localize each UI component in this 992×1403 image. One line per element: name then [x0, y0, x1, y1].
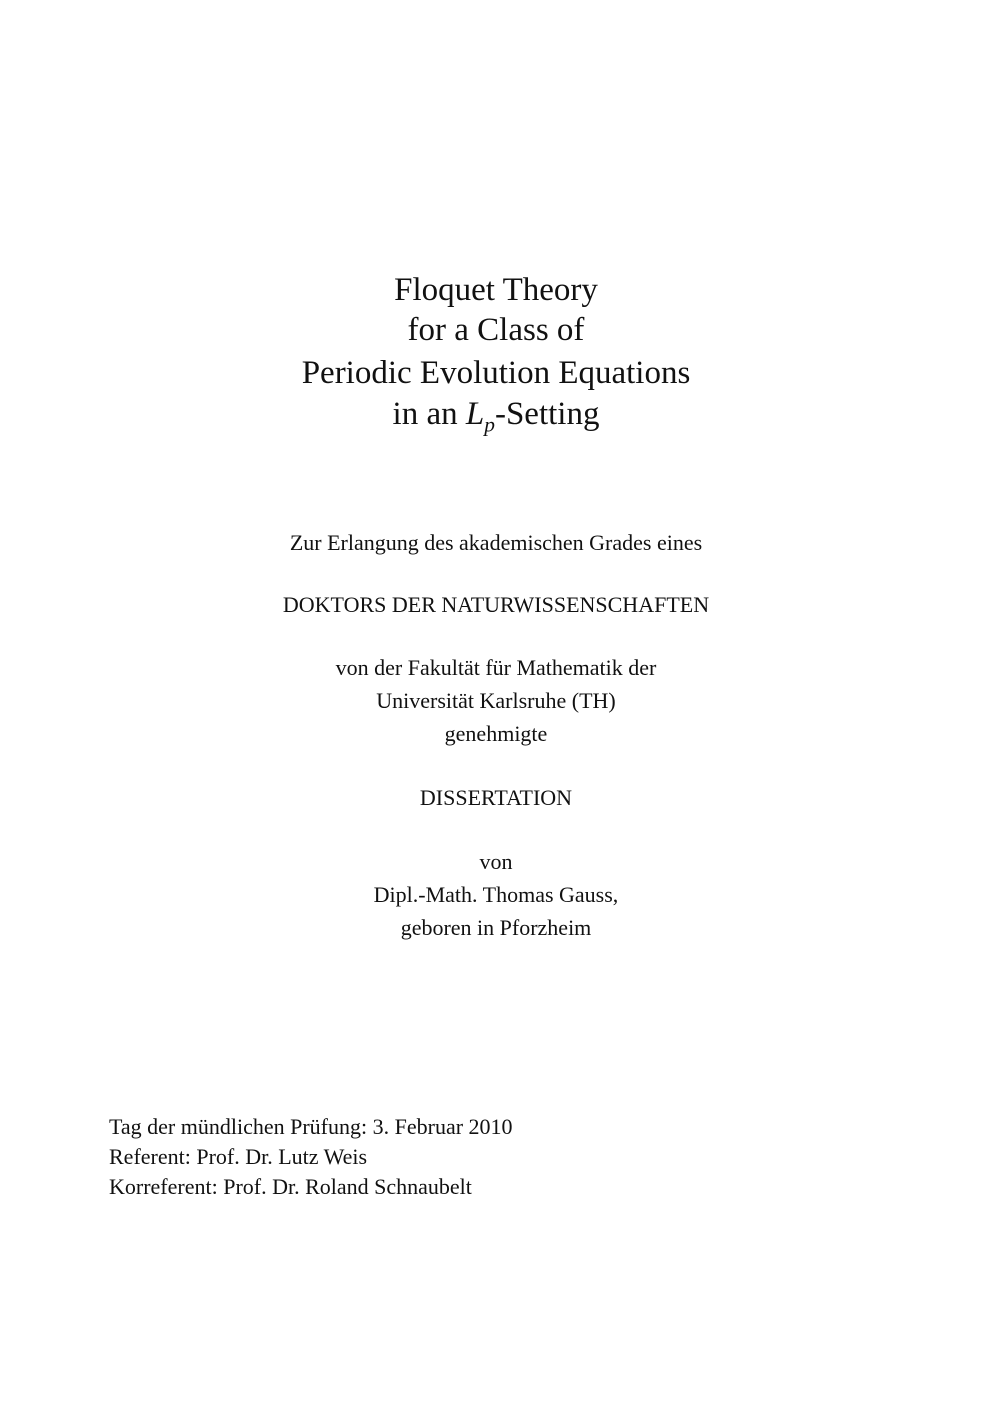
title-line-1: Floquet Theory [394, 272, 598, 308]
faculty-1: von der Fakultät für Mathematik der [335, 655, 657, 680]
title-math-p: p [484, 412, 495, 437]
author: Dipl.-Math. Thomas Gauss, [373, 882, 619, 907]
intro: Zur Erlangung des akademischen Grades eines [289, 530, 703, 555]
title-post: -Setting [494, 396, 600, 432]
title-pre: in an [392, 396, 466, 432]
title-math-L: L [465, 396, 485, 432]
faculty-3: genehmigte [444, 721, 548, 746]
referent: Referent: Prof. Dr. Lutz Weis [109, 1144, 368, 1169]
degree: DOKTORS DER NATURWISSENSCHAFTEN [282, 592, 710, 617]
title-line-2: for a Class of [407, 312, 585, 348]
exam-date: Tag der mündlichen Prüfung: 3. Februar 2010 [109, 1114, 513, 1139]
korreferent: Korreferent: Prof. Dr. Roland Schnaubelt [109, 1174, 472, 1199]
von: von [479, 849, 513, 874]
title-line-3: Periodic Evolution Equations [301, 355, 691, 391]
title-line-4 [0, 396, 992, 438]
birthplace: geboren in Pforzheim [400, 915, 592, 940]
doc-type: DISSERTATION [419, 785, 573, 810]
faculty-2: Universität Karlsruhe (TH) [376, 688, 616, 713]
